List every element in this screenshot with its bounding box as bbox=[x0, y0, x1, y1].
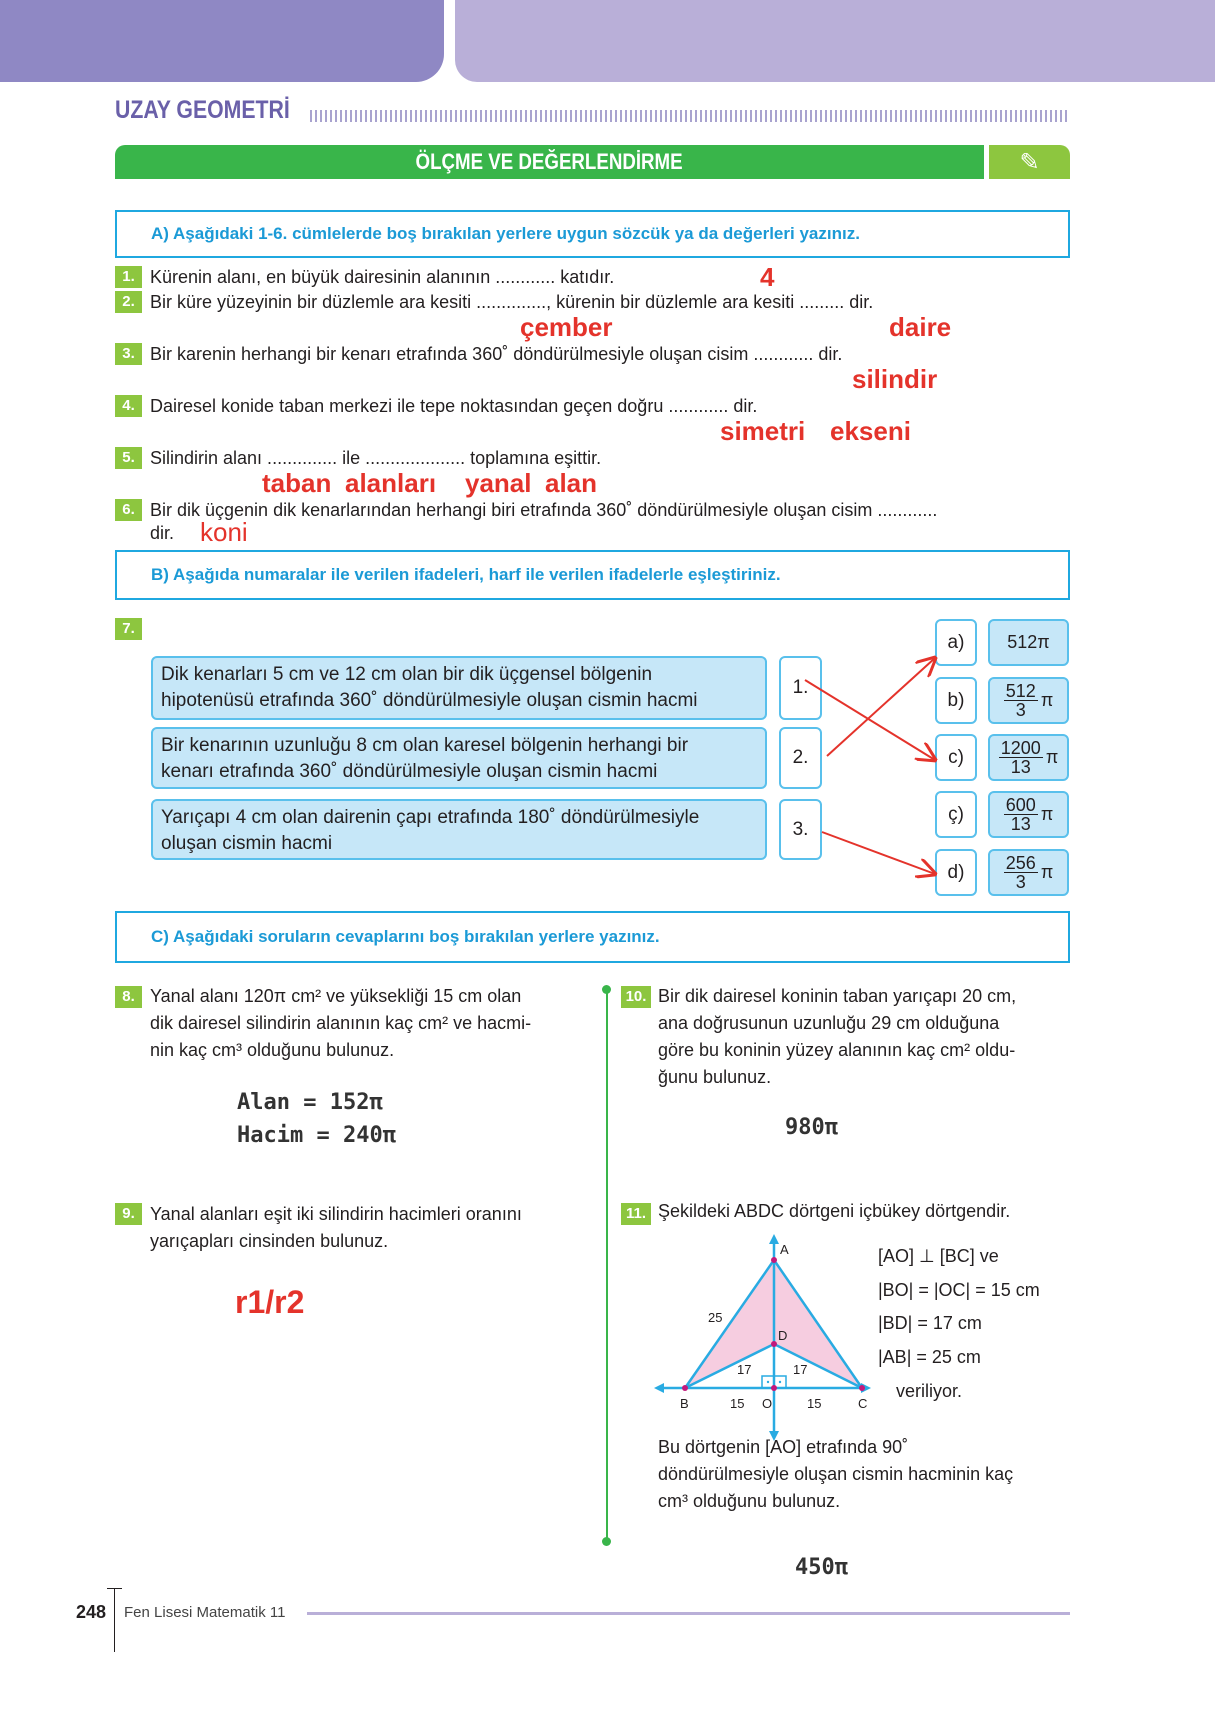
item-text-cont: dir. bbox=[150, 523, 175, 543]
statement-1: Dik kenarları 5 cm ve 12 cm olan bir dik üçgensel bölgenin hipotenüsü etrafında 360˚ döndürülmesiyle oluşan cismin hacmi bbox=[151, 656, 767, 720]
option-value: $\frac{600}{13}$ π bbox=[988, 791, 1069, 838]
item-text: Bir karenin herhangi bir kenarı etrafında 360˚ döndürülmesiyle oluşan cisim ............ dir. bbox=[150, 344, 843, 364]
svg-text:B: B bbox=[680, 1396, 689, 1411]
answer: alan bbox=[545, 468, 598, 498]
question-10: Bir dik dairesel koninin taban yarıçapı 20 cm, ana doğrusunun uzunluğu 29 cm olduğuna göre bu koninin yüzey alanının kaç cm² oldu- ğunu bulunuz. bbox=[658, 986, 1017, 1087]
instruction-c: C) Aşağıdaki soruların cevaplarını boş bırakılan yerlere yazınız. bbox=[151, 927, 660, 946]
item-number: 11. bbox=[621, 1203, 651, 1225]
svg-text:25: 25 bbox=[708, 1310, 723, 1325]
item-number: 7. bbox=[115, 618, 142, 640]
arrow-1-c bbox=[805, 680, 935, 760]
item-text: Bir dik üçgenin dik kenarlarından herhangi biri etrafında 360˚ döndürülmesiyle oluşan cisim ............ bbox=[150, 500, 938, 520]
svg-text:C: C bbox=[858, 1396, 868, 1411]
question-11-intro: Şekildeki ABDC dörtgeni içbükey dörtgendir. bbox=[658, 1201, 1011, 1221]
answer: yanal bbox=[465, 468, 532, 498]
option-value: $\frac{512}{3}$ π bbox=[988, 677, 1069, 724]
answer-11: 450π bbox=[795, 1555, 848, 1580]
footer-rule-cap bbox=[107, 1588, 122, 1589]
item-number: 9. bbox=[115, 1203, 142, 1225]
question-9: Yanal alanları eşit iki silindirin hacimleri oranını yarıçapları cinsinden bulunuz. bbox=[150, 1204, 522, 1251]
question-11-text: Bu dörtgenin [AO] etrafında 90˚ döndürülmesiyle oluşan cismin hacminin kaç cm³ olduğunu bulunuz. bbox=[658, 1437, 1014, 1511]
option-letter: d) bbox=[935, 849, 977, 896]
item-text: Dairesel konide taban merkezi ile tepe noktasından geçen doğru ............ dir. bbox=[150, 396, 758, 416]
svg-text:17: 17 bbox=[793, 1362, 808, 1377]
footer-line bbox=[307, 1612, 1070, 1615]
answer-9: r1/r2 bbox=[235, 1284, 305, 1320]
instruction-box-c bbox=[115, 911, 1070, 963]
svg-text:15: 15 bbox=[730, 1396, 745, 1411]
option-letter: b) bbox=[935, 677, 977, 724]
answer: silindir bbox=[852, 364, 938, 394]
answer: simetri bbox=[720, 416, 806, 446]
item-text: Silindirin alanı .............. ile .................... toplamına eşittir. bbox=[150, 448, 602, 468]
item-text: Kürenin alanı, en büyük dairesinin alanının ............ katıdır. bbox=[150, 267, 615, 287]
pencil-icon: ✎ bbox=[989, 145, 1070, 179]
divider-dot bbox=[602, 1537, 611, 1546]
option-value: 512π bbox=[988, 619, 1069, 666]
answer: taban bbox=[262, 468, 332, 498]
svg-text:17: 17 bbox=[737, 1362, 752, 1377]
item-text: Bir küre yüzeyinin bir düzlemle ara kesiti .............., kürenin bir düzlemle ara kesiti ......... dir. bbox=[150, 292, 874, 312]
option-letter: c) bbox=[935, 734, 977, 781]
item-number: 8. bbox=[115, 986, 142, 1008]
quadrilateral-figure bbox=[640, 1232, 872, 1444]
option-letter: a) bbox=[935, 619, 977, 666]
match-number-1: 1. bbox=[779, 656, 822, 720]
question-11-given-end: veriliyor. bbox=[896, 1381, 963, 1401]
book-title: Fen Lisesi Matematik 11 bbox=[124, 1604, 286, 1621]
answer: çember bbox=[520, 312, 613, 342]
item-number: 4. bbox=[115, 395, 142, 417]
answer-8-volume: Hacim = 240π bbox=[237, 1123, 396, 1148]
statement-2: Bir kenarının uzunluğu 8 cm olan karesel bölgenin herhangi bir kenarı etrafında 360˚ döndürülmesiyle oluşan cismin hacmi bbox=[151, 727, 767, 789]
match-number-3: 3. bbox=[779, 799, 822, 860]
answer: 4 bbox=[760, 262, 775, 292]
answer-10: 980π bbox=[785, 1115, 838, 1140]
svg-text:A: A bbox=[780, 1242, 789, 1257]
column-divider bbox=[606, 989, 608, 1541]
item-number: 3. bbox=[115, 343, 142, 365]
footer-rule-vertical bbox=[114, 1588, 115, 1652]
option-letter: ç) bbox=[935, 791, 977, 838]
answer: ekseni bbox=[830, 416, 911, 446]
item-number: 5. bbox=[115, 447, 142, 469]
statement-3: Yarıçapı 4 cm olan dairenin çapı etrafında 180˚ döndürülmesiyle oluşan cismin hacmi bbox=[151, 799, 767, 860]
instruction-b: B) Aşağıda numaralar ile verilen ifadeleri, harf ile verilen ifadelerle eşleştiriniz. bbox=[151, 565, 781, 584]
arrow-3-d bbox=[822, 832, 935, 874]
item-number: 1. bbox=[115, 266, 142, 288]
divider-dot bbox=[602, 985, 611, 994]
answer: daire bbox=[889, 312, 952, 342]
option-value: $\frac{256}{3}$ π bbox=[988, 849, 1069, 896]
svg-text:15: 15 bbox=[807, 1396, 822, 1411]
svg-text:O: O bbox=[762, 1396, 773, 1411]
page-number: 248 bbox=[76, 1602, 107, 1622]
section-title: ÖLÇME VE DEĞERLENDİRME bbox=[415, 149, 684, 174]
question-11-given: [AO] ⊥ [BC] ve |BO| = |OC| = 15 cm |BD| = 17 cm |AB| = 25 cm bbox=[878, 1246, 1040, 1367]
instruction-a: A) Aşağıdaki 1-6. cümlelerde boş bırakılan yerlere uygun sözcük ya da değerleri yazınız. bbox=[151, 224, 860, 243]
item-number: 6. bbox=[115, 499, 142, 521]
svg-text:D: D bbox=[778, 1328, 788, 1343]
answer: alanları bbox=[345, 468, 437, 498]
arrow-2-a bbox=[827, 658, 935, 756]
question-8: Yanal alanı 120π cm² ve yüksekliği 15 cm olan dik dairesel silindirin alanının kaç cm² ve hacmi- nin kaç cm³ olduğunu bulunuz. bbox=[150, 986, 532, 1060]
unit-title: UZAY GEOMETRİ bbox=[115, 96, 290, 124]
answer-8-area: Alan = 152π bbox=[237, 1090, 383, 1115]
item-number: 10. bbox=[621, 986, 651, 1008]
answer: koni bbox=[200, 517, 248, 547]
option-value: $\frac{1200}{13}$ π bbox=[988, 734, 1069, 781]
match-number-2: 2. bbox=[779, 727, 822, 789]
item-number: 2. bbox=[115, 291, 142, 313]
